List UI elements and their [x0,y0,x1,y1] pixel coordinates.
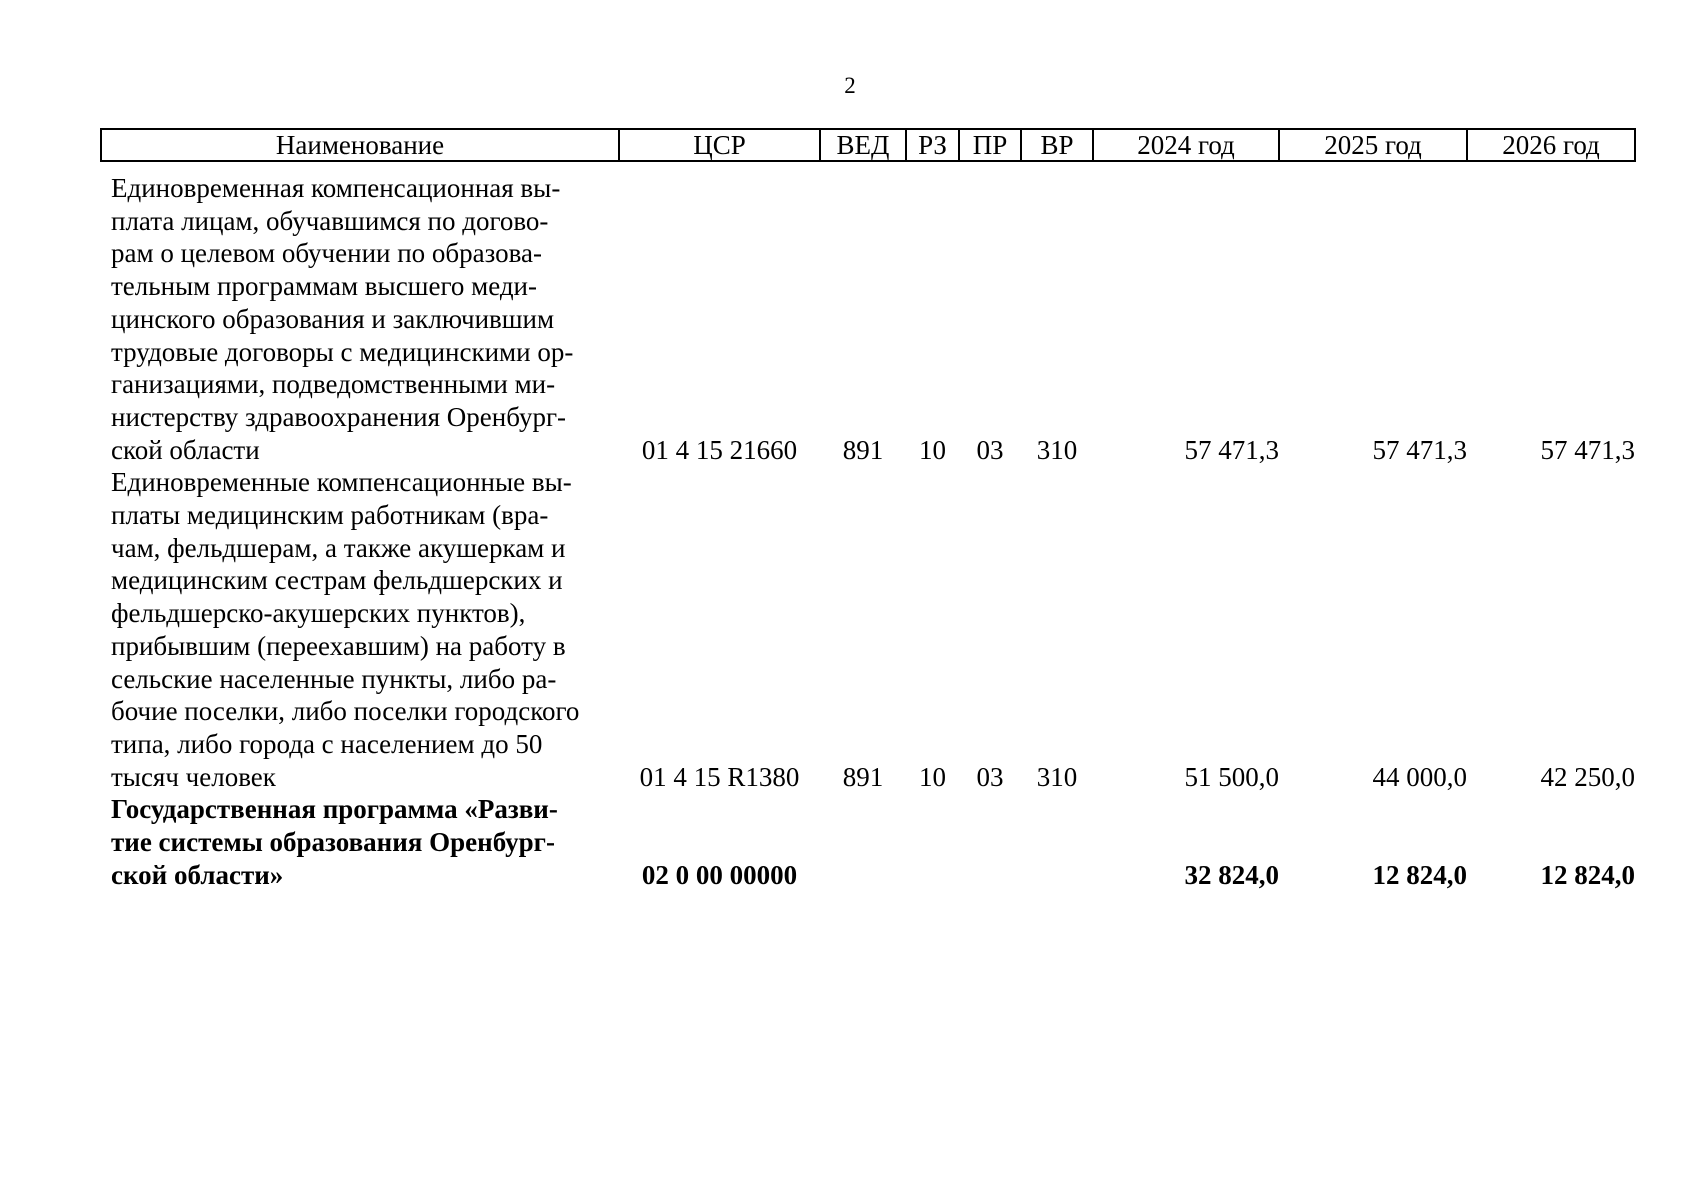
name-line: Государственная программа «Разви- [111,794,558,825]
name-line: цинского образования и заключившим [111,303,555,334]
row-vr: 310 [1036,761,1078,792]
row-pr: 03 [976,434,1004,465]
table-row [101,793,1635,891]
header-2025: 2025 год [1279,129,1467,161]
header-name: Наименование [101,129,619,161]
name-line: рам о целевом обучении по образова- [111,238,543,269]
row-pr: 03 [976,761,1004,792]
table-row [101,172,1635,466]
row-2026: 42 250,0 [1540,761,1635,792]
table-header-row [101,129,1635,161]
row-csr: 01 4 15 R1380 [639,761,800,792]
row-vr [1021,793,1093,891]
row-2024: 32 824,0 [1184,859,1279,890]
row-2025: 12 824,0 [1372,859,1467,890]
name-line: сельские населенные пункты, либо ра- [111,663,557,694]
header-vr: ВР [1021,129,1093,161]
header-ved: ВЕД [820,129,906,161]
name-line: прибывшим (переехавшим) на работу в [111,630,566,661]
name-line: тие системы образования Оренбург- [111,827,555,858]
row-pr [959,793,1021,891]
row-name [101,172,619,466]
row-2024: 51 500,0 [1184,761,1279,792]
row-2025: 57 471,3 [1372,434,1467,465]
table-spacer [101,161,1635,172]
header-2024: 2024 год [1093,129,1279,161]
header-csr: ЦСР [619,129,820,161]
row-name [101,466,619,793]
name-line: нистерству здравоохранения Оренбург- [111,401,567,432]
name-line: ской области [111,434,260,465]
row-2024: 57 471,3 [1184,434,1279,465]
row-ved: 891 [842,434,884,465]
header-rz: РЗ [906,129,959,161]
name-line: тысяч человек [111,761,276,792]
row-2026: 12 824,0 [1540,859,1635,890]
name-line: Единовременные компенсационные вы- [111,467,572,498]
name-line: плата лицам, обучавшимся по догово- [111,205,549,236]
name-line: ганизациями, подведомственными ми- [111,369,556,400]
row-rz [906,793,959,891]
row-rz: 10 [919,434,946,465]
row-rz: 10 [919,761,946,792]
name-line: чам, фельдшерам, а также акушеркам и [111,532,566,563]
row-vr: 310 [1036,434,1078,465]
name-line: тельным программам высшего меди- [111,271,538,302]
page-number: 2 [844,73,856,98]
name-line: платы медицинским работникам (вра- [111,500,549,531]
row-2026: 57 471,3 [1540,434,1635,465]
row-name [101,793,619,891]
name-line: фельдшерско-акушерских пунктов), [111,598,526,629]
budget-table [100,128,1636,891]
name-line: трудовые договоры с медицинскими ор- [111,336,574,367]
header-2026: 2026 год [1467,129,1635,161]
table-row [101,466,1635,793]
name-line: типа, либо города с населением до 50 [111,728,543,759]
name-line: Единовременная компенсационная вы- [111,173,561,203]
row-ved [820,793,906,891]
row-ved: 891 [842,761,884,792]
row-csr: 01 4 15 21660 [641,434,798,465]
header-pr: ПР [959,129,1021,161]
row-csr: 02 0 00 00000 [641,859,798,890]
name-line: ской области» [111,859,284,890]
name-line: медицинским сестрам фельдшерских и [111,565,563,596]
row-2025: 44 000,0 [1372,761,1467,792]
name-line: бочие поселки, либо поселки городского [111,696,580,727]
